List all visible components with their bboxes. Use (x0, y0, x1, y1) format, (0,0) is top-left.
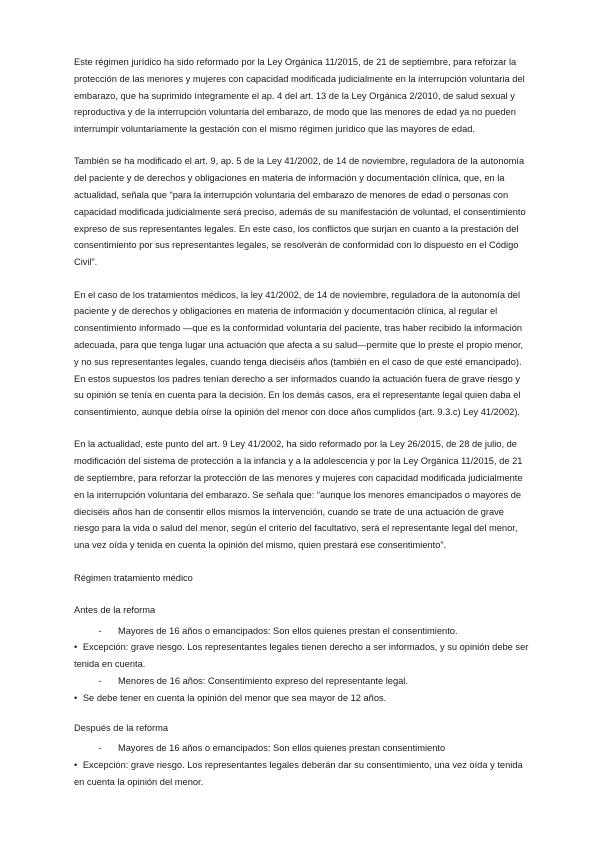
bullet-item-text: Se debe tener en cuenta la opinión del menor que sea mayor de 12 años. (82, 692, 387, 703)
list-item-text: Mayores de 16 años o emancipados: Son ellos quienes prestan consentimiento (118, 743, 446, 754)
bullet-marker: • (74, 642, 78, 653)
list-item-text: Menores de 16 años: Consentimiento expreso del representante legal. (118, 676, 408, 686)
list-item (74, 623, 530, 640)
list-item (74, 673, 530, 690)
dash-marker: - (98, 625, 102, 636)
paragraph: También se ha modificado el art. 9, ap. 5 de la Ley 41/2002, de 14 de noviembre, reguladora de la autonomía del paciente y de derechos y obligaciones en materia de información y documentación clínica, que, en la actualidad, señala que “para la interrupción voluntaria del embarazo de menores de edad o personas con capacidad modificada judicialmente será preciso, además de su manifestación de voluntad, el consentimiento expreso de sus representantes legales. En este caso, los conflictos que surjan en cuanto a la prestación del consentimiento por sus representantes legales, se resolverán de conformidad con lo dispuesto en el Código Civil”. (74, 156, 526, 268)
document-body (74, 54, 530, 791)
section-title: Régimen tratamiento médico (74, 572, 193, 583)
bullet-marker: • (74, 692, 78, 703)
list-item (74, 740, 530, 757)
bullet-item-text: Excepción: grave riesgo. Los representantes legales deberán dar su consentimiento, una vez oída y tenida en cuenta la opinión del menor. (74, 760, 523, 787)
bullet-item (74, 690, 530, 707)
bullet-marker: • (74, 760, 78, 771)
paragraph: En el caso de los tratamientos médicos, la ley 41/2002, de 14 de noviembre, reguladora de la autonomía del paciente y de derechos y obligaciones en materia de información y documentación clínica, al regular el consentimiento informado —que es la conformidad voluntaria del paciente, tras haber recibido la información adecuada, para que tenga lugar una actuación que afecta a su salud—permite que lo preste el propio menor, y no sus representantes legales, cuando tenga dieciséis años (también en el caso de que esté emancipado). En estos supuestos los padres tenían derecho a ser informados cuando la actuación fuera de grave riesgo y su opinión se tenía en cuenta para la decisión. En los demás casos, era el representante legal quien daba el consentimiento, aunque debía oírse la opinión del menor con doce años cumplidos (art. 9.3.c) Ley 41/2002). (74, 289, 524, 418)
bullet-item (74, 639, 530, 673)
bullet-item (74, 757, 530, 791)
paragraph: Este régimen jurídico ha sido reformado por la Ley Orgánica 11/2015, de 21 de septiembre, para reforzar la protección de las menores y mujeres con capacidad modificada judicialmente en la interrupción voluntaria del embarazo, que ha suprimido íntegramente el ap. 4 del art. 13 de la Ley Orgánica 2/2010, de salud sexual y reproductiva y de la interrupción voluntaria del embarazo, de modo que las menores de edad ya no pueden interrumpir voluntariamente la gestación con el mismo régimen jurídico que las mayores de edad. (74, 57, 525, 135)
before-reform-heading: Antes de la reforma (74, 604, 156, 615)
list-item-text: Mayores de 16 años o emancipados: Son ellos quienes prestan el consentimiento. (118, 625, 458, 636)
after-reform-heading: Después de la reforma (74, 722, 169, 733)
bullet-item-text: Excepción: grave riesgo. Los representantes legales tienen derecho a ser informados, y su opinión debe ser tenida en cuenta. (74, 642, 529, 670)
dash-marker: - (98, 676, 102, 686)
dash-marker: - (98, 743, 102, 754)
paragraph: En la actualidad, este punto del art. 9 Ley 41/2002, ha sido reformado por la Ley 26/2015, de 28 de julio, de modificación del sistema de protección a la infancia y a la adolescencia y por la Ley Orgánica 11/2015, de 21 de septiembre, para reforzar la protección de las menores y mujeres con capacidad modificada judicialmente en la interrupción voluntaria del embarazo. Se señala que: “aunque los menores emancipados o mayores de dieciséis años han de consentir ellos mismos la intervención, cuando se trate de una actuación de grave riesgo para la vida o salud del menor, según el criterio del facultativo, será el representante legal del menor, una vez oída y tenida en cuenta la opinión del mismo, quien prestará ese consentimiento”. (74, 439, 523, 551)
